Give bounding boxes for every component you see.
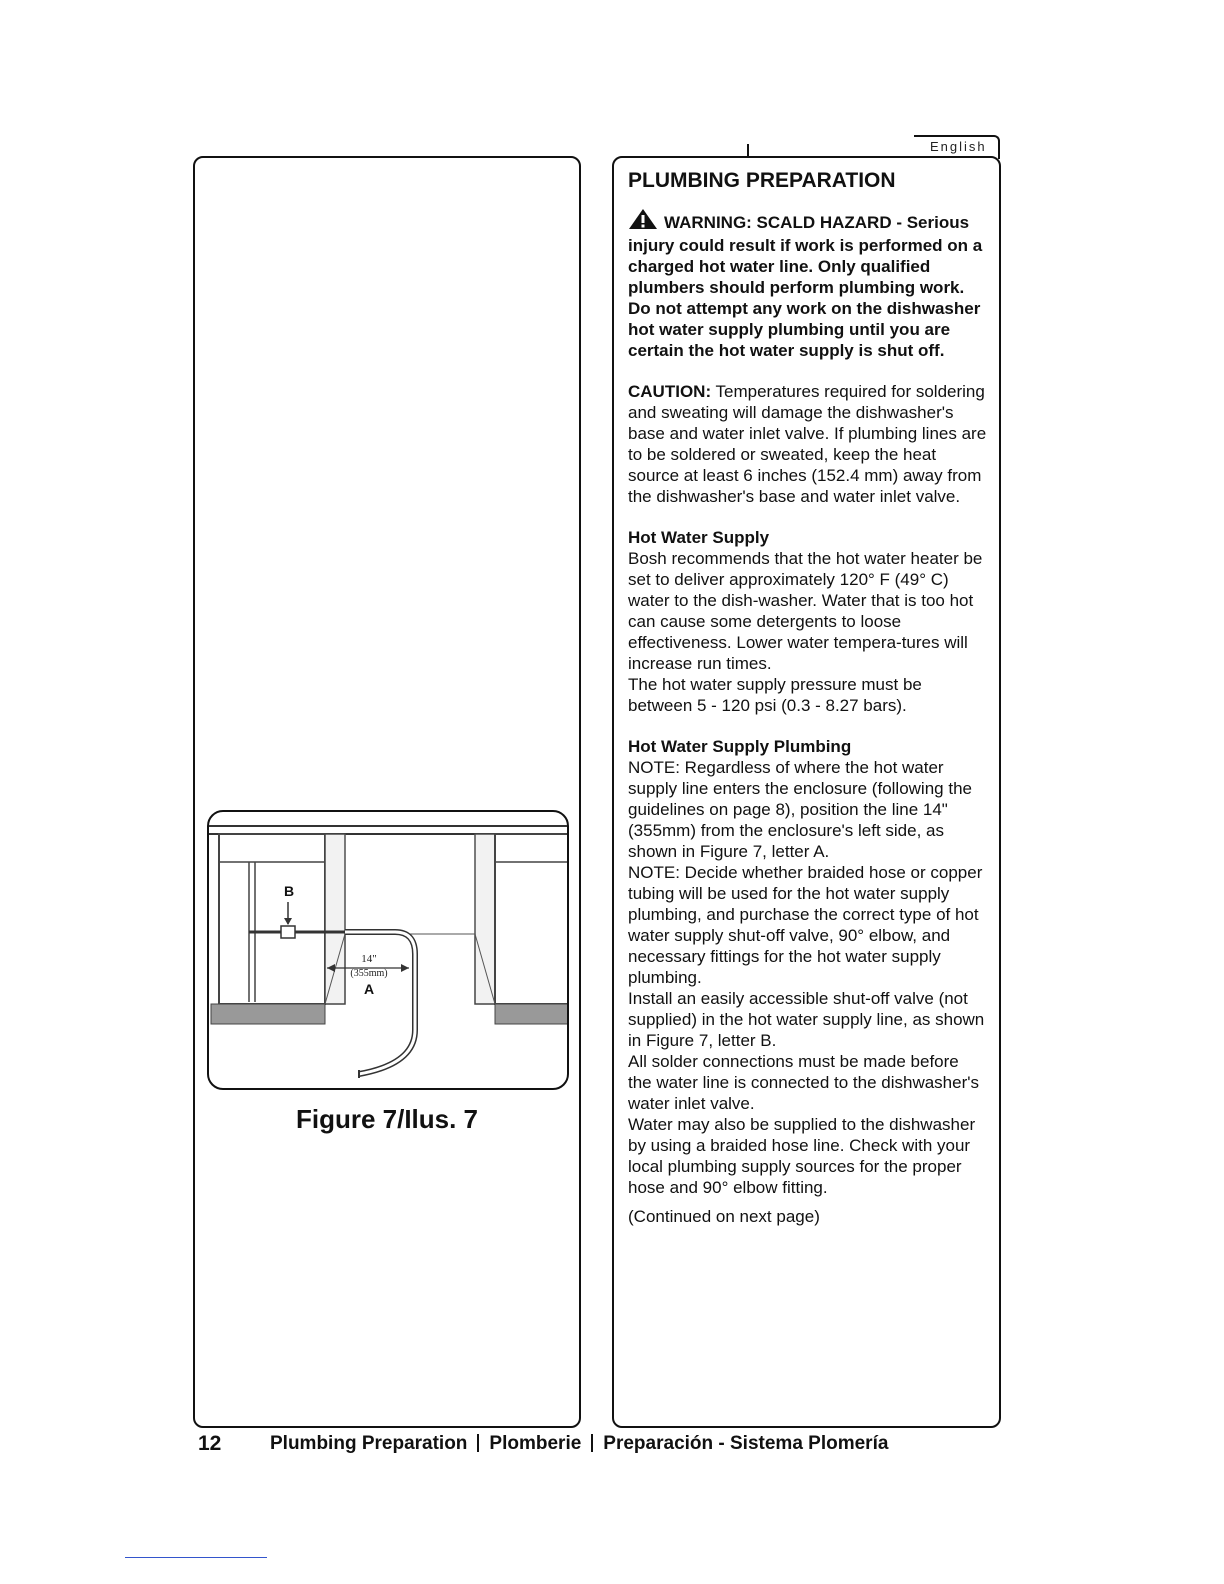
- page-title: PLUMBING PREPARATION: [628, 169, 896, 192]
- dimension-mm: (355mm): [350, 968, 388, 979]
- hot-water-supply-heading: Hot Water Supply: [628, 528, 770, 547]
- paragraph: The hot water supply pressure must be between 5 - 120 psi (0.3 - 8.27 bars).: [628, 675, 922, 715]
- paragraph: All solder connections must be made before the water line is connected to the dishwasher's water inlet valve.: [628, 1052, 979, 1113]
- separator: [591, 1434, 593, 1452]
- footer-section-fr: Plomberie: [489, 1433, 582, 1454]
- paragraph: Install an easily accessible shut-off valve (not supplied) in the hot water supply line, as shown in Figure 7, letter B.: [628, 989, 985, 1050]
- caution-label: CAUTION:: [628, 382, 712, 401]
- page-number: 12: [198, 1432, 222, 1455]
- label-b: B: [283, 883, 295, 899]
- note: NOTE: Decide whether braided hose or copper tubing will be used for the hot water supply plumbing, and purchase the correct type of hot water supply shut-off valve, 90° elbow, and necessary fittings for the hot water supply plumbing.: [628, 863, 983, 987]
- hot-water-plumbing-heading: Hot Water Supply Plumbing: [628, 737, 852, 756]
- crop-mark: [747, 144, 749, 156]
- footer-sections: [270, 1433, 888, 1455]
- dimension-inches: 14": [361, 953, 377, 965]
- caution-block: [628, 381, 987, 507]
- hot-water-supply-section: [628, 527, 987, 716]
- figure-caption: Figure 7/Ilus. 7: [295, 1104, 479, 1134]
- paragraph: Water may also be supplied to the dishwasher by using a braided hose line. Check with your local plumbing supply sources for the proper hose and 90° elbow fitting.: [628, 1115, 976, 1197]
- left-panel: [193, 156, 581, 1428]
- warning-text: WARNING: SCALD HAZARD - Serious injury could result if work is performed on a charged hot water line. Only qualified plumbers should perform plumbing work. Do not attempt any work on the dishwasher hot water supply plumbing until you are certain the hot water supply is shut off.: [628, 213, 983, 360]
- separator: [477, 1434, 479, 1452]
- paragraph: Bosh recommends that the hot water heater be set to deliver approximately 120° F (49° C) water to the dish-washer. Water that is too hot can cause some detergents to loose effectiveness. Lower water tempera-tures will increase run times.: [628, 549, 983, 673]
- caution-text: Temperatures required for soldering and sweating will damage the dishwasher's base and water inlet valve. If plumbing lines are to be soldered or sweated, keep the heat source at least 6 inches (152.4 mm) away from the dishwasher's base and water inlet valve.: [628, 382, 987, 506]
- language-label: English: [930, 139, 987, 154]
- note: NOTE: Regardless of where the hot water supply line enters the enclosure (following the guidelines on page 8), position the line 14" (355mm) from the enclosure's left side, as shown in Figure 7, letter A.: [628, 758, 972, 861]
- label-a: A: [363, 981, 375, 997]
- hot-water-plumbing-section: [628, 736, 987, 1198]
- warning-block: [628, 208, 987, 361]
- footnote-rule: [125, 1557, 267, 1558]
- right-panel: [612, 156, 1001, 1428]
- continued-note: (Continued on next page): [628, 1207, 820, 1226]
- footer-section-es: Preparación - Sistema Plomería: [603, 1433, 889, 1454]
- warning-triangle-icon: [628, 208, 658, 235]
- plumbing-diagram: [209, 812, 569, 1090]
- figure-7-illustration: [207, 810, 569, 1090]
- footer-section-en: Plumbing Preparation: [270, 1433, 468, 1454]
